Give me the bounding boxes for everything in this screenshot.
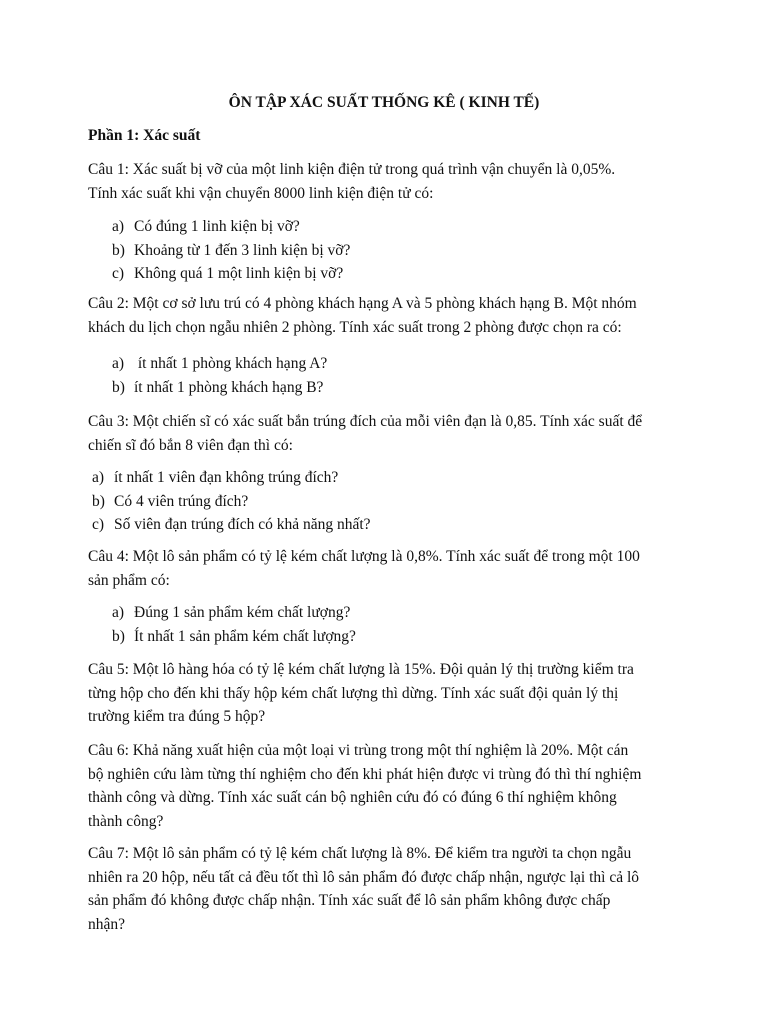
list-marker: a) [112, 218, 125, 235]
question-6-line-1: Câu 6: Khả năng xuất hiện của một loại vi trùng trong một thí nghiệm là 20%. Một cán [88, 742, 629, 759]
question-6-line-3: thành công và dừng. Tính xác suất cán bộ nghiên cứu đó có đúng 6 thí nghiệm không [88, 789, 617, 806]
list-item-text: Có 4 viên trúng đích? [114, 492, 249, 510]
question-7-line-4: nhận? [88, 915, 126, 933]
question-1-line-1: Câu 1: Xác suất bị vỡ của một linh kiện điện tử trong quá trình vận chuyển là 0,05%. [88, 161, 616, 178]
question-2-line-2: khách du lịch chọn ngẫu nhiên 2 phòng. Tính xác suất trong 2 phòng được chọn ra có: [88, 318, 622, 336]
list-marker: a) [112, 604, 125, 621]
list-marker: a) [112, 355, 125, 372]
list-item [112, 352, 327, 376]
question-7-line-2: nhiên ra 20 hộp, nếu tất cả đều tốt thì lô sản phẩm đó được chấp nhận, ngược lại thì cả lô [88, 868, 640, 886]
list-item [112, 601, 356, 625]
section-heading: Phần 1: Xác suất [88, 127, 201, 144]
question-3 [88, 410, 688, 457]
question-1-options [112, 215, 350, 286]
list-item [112, 262, 350, 286]
list-item-text: ít nhất 1 viên đạn không trúng đích? [114, 469, 339, 486]
question-5-line-1: Câu 5: Một lô hàng hóa có tỷ lệ kém chất lượng là 15%. Đội quản lý thị trường kiểm tra [88, 661, 634, 678]
list-marker: c) [92, 516, 105, 533]
question-3-line-1: Câu 3: Một chiến sĩ có xác suất bắn trúng đích của mỗi viên đạn là 0,85. Tính xác suất để [88, 413, 643, 430]
question-2-line-1: Câu 2: Một cơ sở lưu trú có 4 phòng khách hạng A và 5 phòng khách hạng B. Một nhóm [88, 295, 637, 312]
list-item [112, 239, 350, 263]
question-4-line-2: sản phẩm có: [88, 571, 170, 589]
question-5-line-3: trường kiểm tra đúng 5 hộp? [88, 708, 266, 725]
list-marker: b) [112, 378, 125, 396]
list-item-text: Ít nhất 1 sản phẩm kém chất lượng? [134, 627, 356, 645]
question-5 [88, 658, 688, 729]
list-item [92, 513, 371, 537]
question-4-options [112, 601, 356, 648]
list-item-text: Số viên đạn trúng đích có khả năng nhất? [114, 516, 371, 533]
question-4-line-1: Câu 4: Một lô sản phẩm có tỷ lệ kém chất lượng là 0,8%. Tính xác suất để trong một 100 [88, 548, 640, 565]
list-marker: c) [112, 265, 125, 282]
list-marker: b) [112, 627, 125, 645]
list-marker: a) [92, 469, 105, 486]
list-item [92, 466, 371, 490]
question-1-line-2: Tính xác suất khi vận chuyển 8000 linh kiện điện tử có: [88, 184, 434, 202]
list-item [92, 490, 371, 514]
question-6 [88, 739, 688, 833]
list-item-text: ít nhất 1 phòng khách hạng B? [134, 378, 324, 396]
question-3-options [92, 466, 371, 537]
question-7 [88, 842, 688, 936]
question-2-options [112, 352, 327, 399]
list-item-text: Có đúng 1 linh kiện bị vỡ? [134, 218, 300, 235]
list-item-text: Khoảng từ 1 đến 3 linh kiện bị vỡ? [134, 241, 351, 259]
question-4 [88, 545, 688, 592]
list-marker: b) [92, 492, 105, 510]
list-item-text: Không quá 1 một linh kiện bị vỡ? [134, 265, 344, 282]
question-3-line-2: chiến sĩ đó bắn 8 viên đạn thì có: [88, 436, 293, 454]
list-item [112, 625, 356, 649]
list-item [112, 215, 350, 239]
document-title: ÔN TẬP XÁC SUẤT THỐNG KÊ ( KINH TẾ) [228, 94, 540, 111]
question-5-line-2: từng hộp cho đến khi thấy hộp kém chất lượng thì dừng. Tính xác suất đội quản lý thị [88, 684, 619, 702]
question-7-line-1: Câu 7: Một lô sản phẩm có tỷ lệ kém chất lượng là 8%. Để kiểm tra người ta chọn ngẫu [88, 845, 632, 862]
list-item-text: ít nhất 1 phòng khách hạng A? [134, 355, 328, 372]
list-item [112, 376, 327, 400]
question-6-line-2: bộ nghiên cứu làm từng thí nghiệm cho đến khi phát hiện được vi trùng đó thì thí nghiệm [88, 765, 642, 783]
list-item-text: Đúng 1 sản phẩm kém chất lượng? [134, 604, 351, 621]
question-7-line-3: sản phẩm đó không được chấp nhận. Tính xác suất để lô sản phẩm không được chấp [88, 892, 611, 909]
question-6-line-4: thành công? [88, 812, 164, 830]
list-marker: b) [112, 241, 125, 259]
question-2 [88, 292, 688, 339]
question-1 [88, 158, 688, 205]
